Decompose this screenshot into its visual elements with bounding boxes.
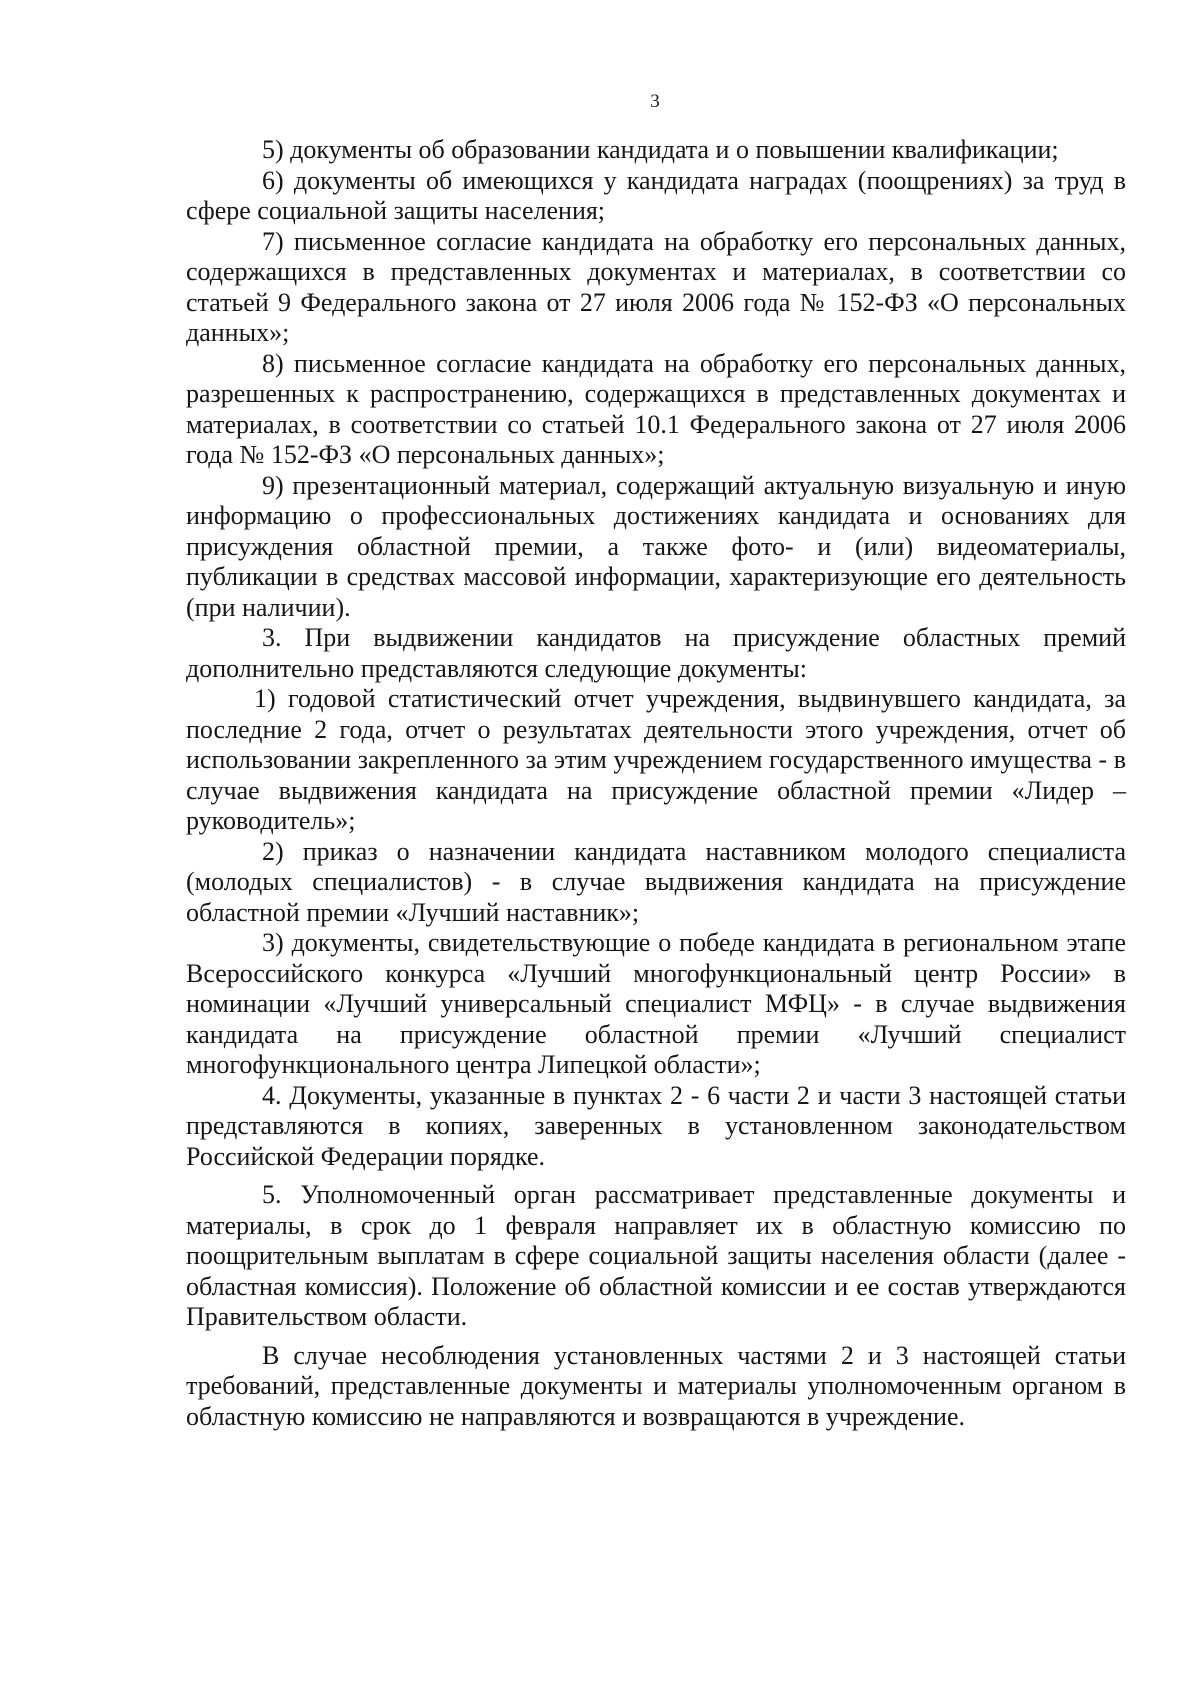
paragraph-item-8-distribution-consent: 8) письменное согласие кандидата на обработку его персональных данных, разрешенных к распространению, содержащихся в представленных документах и материалах, в соответствии со статьей 10.1 Федерального закона от 27 июля 2006 года № 152-ФЗ «О персональных данных»;	[186, 348, 1126, 469]
paragraph-section-4: 4. Документы, указанные в пунктах 2 - 6 части 2 и части 3 настоящей статьи представляются в копиях, заверенных в установленном законодательством Российской Федерации порядке.	[186, 1080, 1126, 1171]
paragraph-section-5: 5. Уполномоченный орган рассматривает представленные документы и материалы, в срок до 1 февраля направляет их в областную комиссию по поощрительным выплатам в сфере социальной защиты населения области (далее - областная комиссия). Положение об областной комиссии и ее состав утверждаются Правительством области.	[186, 1180, 1126, 1331]
paragraph-section-3-item-3: 3) документы, свидетельствующие о победе кандидата в региональном этапе Всероссийского конкурса «Лучший многофункциональный центр России» в номинации «Лучший универсальный специалист МФЦ» - в случае выдвижения кандидата на присуждение областной премии «Лучший специалист многофункционального центра Липецкой области»;	[186, 928, 1126, 1079]
paragraph-section-3-item-1: 1) годовой статистический отчет учреждения, выдвинувшего кандидата, за последние 2 года, отчет о результатах деятельности этого учреждения, отчет об использовании закрепленного за этим учреждением государственного имущества - в случае выдвижения кандидата на присуждение областной премии «Лидер – руководитель»;	[186, 684, 1126, 835]
document-body	[186, 135, 1126, 1432]
paragraph-item-9-presentation: 9) презентационный материал, содержащий актуальную визуальную и иную информацию о профессиональных достижениях кандидата и основаниях для присуждения областной премии, а также фото- и (или) видеоматериалы, публикации в средствах массовой информации, характеризующие его деятельность (при наличии).	[186, 470, 1126, 622]
page-number: 3	[650, 91, 660, 112]
paragraph-item-5-education: 5) документы об образовании кандидата и о повышении квалификации;	[262, 135, 1059, 164]
paragraph-section-3: 3. При выдвижении кандидатов на присуждение областных премий дополнительно представляются следующие документы:	[186, 623, 1126, 683]
paragraph-non-compliance: В случае несоблюдения установленных частями 2 и 3 настоящей статьи требований, представленные документы и материалы уполномоченным органом в областную комиссию не направляются и возвращаются в учреждение.	[186, 1340, 1126, 1431]
paragraph-item-6-awards: 6) документы об имеющихся у кандидата наградах (поощрениях) за труд в сфере социальной защиты населения;	[186, 165, 1126, 225]
paragraph-section-3-item-2: 2) приказ о назначении кандидата наставником молодого специалиста (молодых специалистов) - в случае выдвижения кандидата на присуждение областной премии «Лучший наставник»;	[186, 836, 1126, 927]
paragraph-item-7-personal-data-consent: 7) письменное согласие кандидата на обработку его персональных данных, содержащихся в представленных документах и материалах, в соответствии со статьей 9 Федерального закона от 27 июля 2006 года № 152-ФЗ «О персональных данных»;	[186, 226, 1126, 347]
